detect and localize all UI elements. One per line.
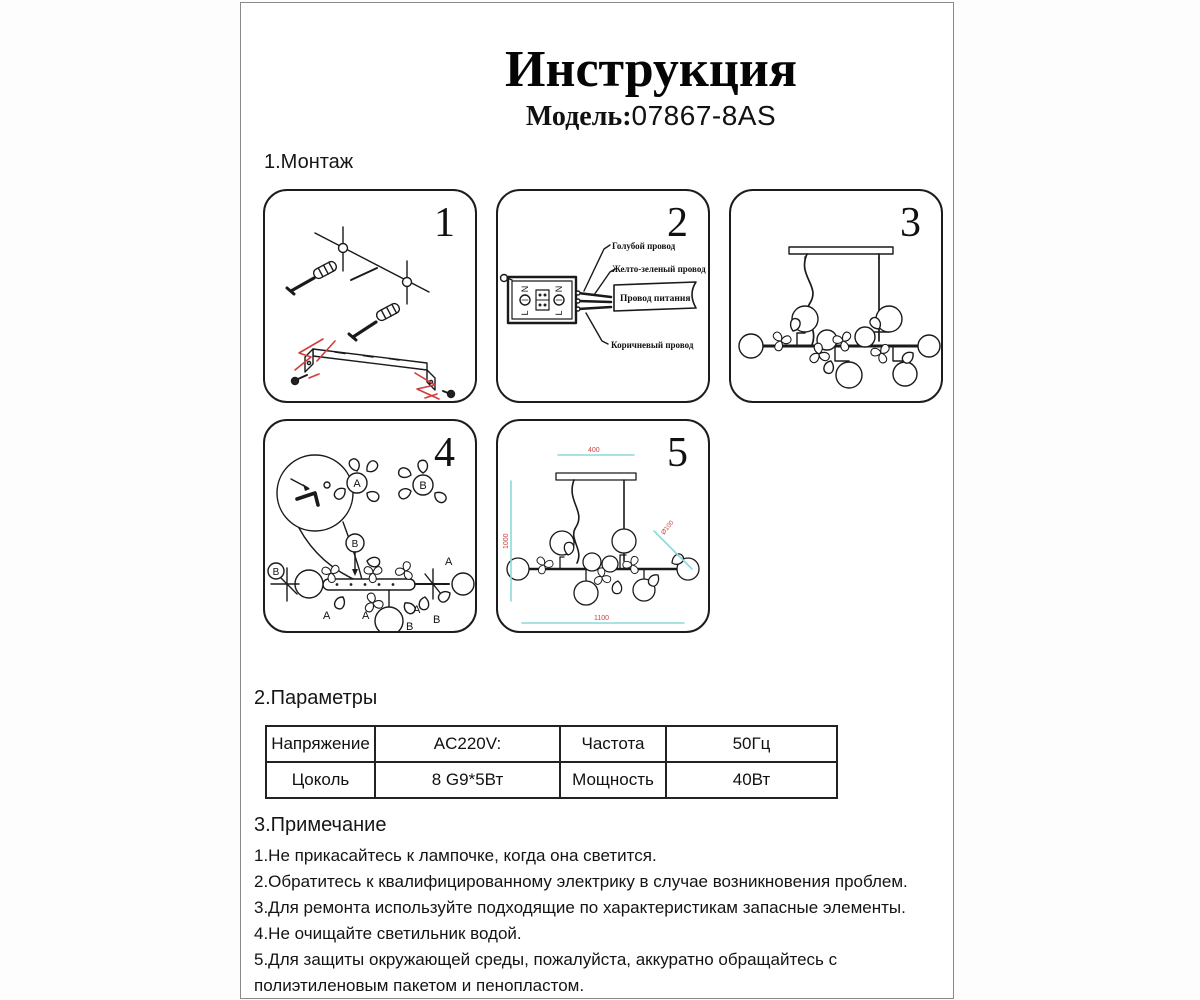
- terminal-n-left: N: [520, 285, 530, 293]
- label-a-right: A: [445, 556, 453, 568]
- label-b-circled-left: B: [272, 567, 280, 578]
- label-a-3: A: [413, 604, 421, 616]
- wire-label-blue: Голубой провод: [612, 241, 676, 251]
- terminal-l-left: L: [520, 310, 530, 316]
- label-a-2: A: [362, 610, 370, 622]
- step-box-1: [263, 189, 477, 403]
- terminal-l-right: L: [554, 310, 564, 316]
- note-line-2: 2.Обратитесь к квалифицированному электрику в случае возникновения проблем.: [254, 872, 908, 891]
- terminal-n-right: N: [554, 285, 564, 293]
- label-a-1: A: [323, 610, 331, 622]
- wire-label-power: Провод питания: [620, 294, 691, 304]
- wire-label-brown: Коричневый провод: [611, 340, 694, 350]
- spec-row-2: [266, 762, 837, 798]
- section-heading-montage: 1.Монтаж: [264, 151, 354, 173]
- notes-list: [254, 843, 954, 999]
- spec-cell-socket-label: Цоколь: [266, 762, 375, 798]
- spec-cell-power-value: 40Вт: [666, 762, 837, 798]
- note-line-6: полиэтиленовым пакетом и пенопластом.: [254, 976, 585, 995]
- cluster-letter-a: A: [353, 478, 361, 490]
- label-b-2: B: [406, 621, 414, 631]
- note-line-4: 4.Не очищайте светильник водой.: [254, 924, 522, 943]
- model-line: [411, 101, 891, 133]
- step-number-1: 1: [434, 200, 455, 246]
- label-b-1: B: [433, 614, 441, 626]
- dim-bottom-length: 1100: [594, 615, 610, 622]
- document-page: [240, 2, 954, 999]
- step-number-5: 5: [667, 430, 688, 476]
- step-number-2: 2: [667, 200, 688, 246]
- step-number-4: 4: [434, 430, 455, 476]
- label-b-circled-top: B: [351, 539, 359, 550]
- spec-row-1: [266, 726, 837, 762]
- spec-table: [265, 725, 838, 799]
- model-label: Модель:: [525, 101, 632, 132]
- spec-cell-voltage-label: Напряжение: [266, 726, 375, 762]
- step-box-4: [263, 419, 477, 633]
- spec-cell-socket-value: 8 G9*5Вт: [375, 762, 560, 798]
- spec-cell-frequency-label: Частота: [560, 726, 666, 762]
- wire-label-yellow-green: Желто-зеленый провод: [612, 264, 706, 274]
- note-line-3: 3.Для ремонта используйте подходящие по характеристикам запасные элементы.: [254, 898, 906, 917]
- model-value: 07867-8AS: [631, 100, 777, 131]
- spec-cell-frequency-value: 50Гц: [666, 726, 837, 762]
- step-box-2: [496, 189, 710, 403]
- step-number-3: 3: [900, 200, 921, 246]
- dim-top-width: 400: [588, 447, 600, 454]
- dim-globe-diameter: Ø100: [660, 519, 676, 537]
- spec-cell-voltage-value: AC220V:: [375, 726, 560, 762]
- page-title: Инструкция: [505, 41, 797, 98]
- note-line-1: 1.Не прикасайтесь к лампочке, когда она светится.: [254, 846, 657, 865]
- dim-left-height: 1000: [503, 533, 510, 549]
- note-line-5: 5.Для защиты окружающей среды, пожалуйста, аккуратно обращайтесь с: [254, 950, 838, 969]
- spec-cell-power-label: Мощность: [560, 762, 666, 798]
- step-box-3: [729, 189, 943, 403]
- step-box-5: [496, 419, 710, 633]
- section-heading-notes: 3.Примечание: [254, 814, 387, 836]
- section-heading-params: 2.Параметры: [254, 687, 378, 709]
- cluster-letter-b: B: [419, 480, 427, 492]
